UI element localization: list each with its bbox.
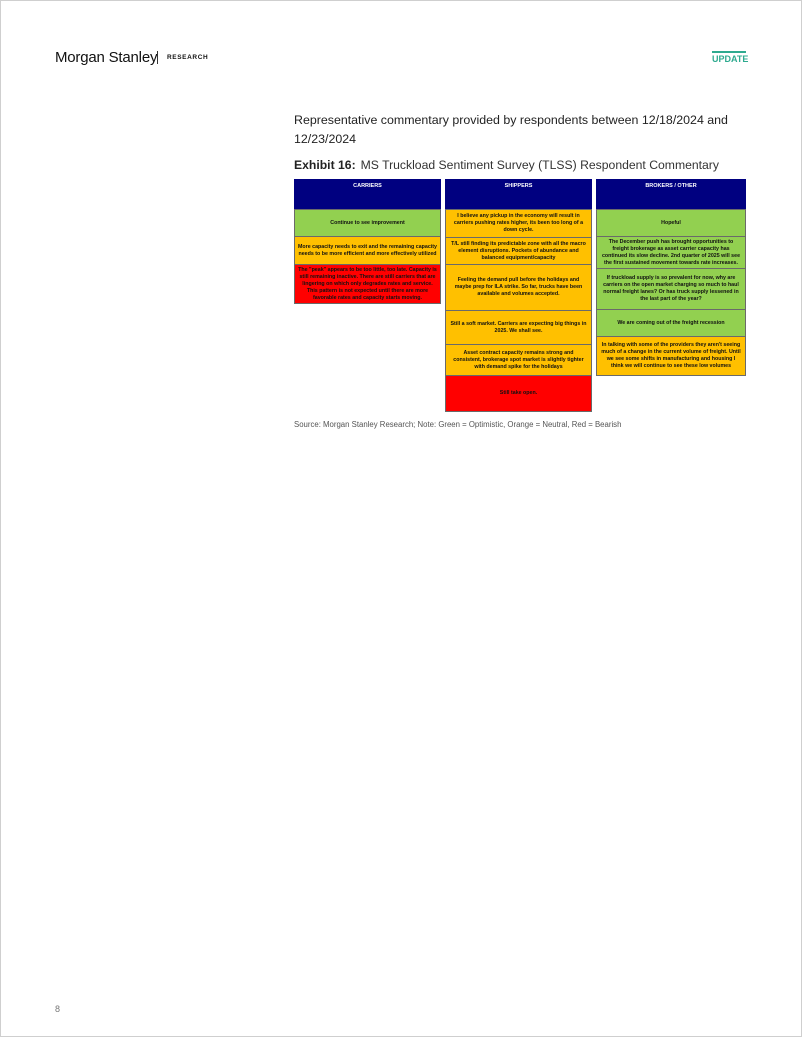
shippers-column <box>445 179 592 412</box>
comment-cell: Still take open. <box>446 375 591 411</box>
brokers-comments <box>596 209 746 376</box>
comment-cell: Hopeful <box>597 209 745 236</box>
comment-cell: I believe any pickup in the economy will result in carriers pushing rates higher, its been too long of a down cycle. <box>446 209 591 237</box>
comment-cell: The December push has brought opportunities to freight brokerage as asset carrier capacity has continued its slow decline. 2nd quarter of 2025 will see the first sustained movement towards rate increases. <box>597 236 745 268</box>
section-label: RESEARCH <box>167 54 209 61</box>
comment-cell: The "peak" appears to be too little, too late. Capacity is still remaining inactive. There are still carriers that are lingering on which only degrades rates and service. This pattern is not expected until there are more favorable rates and capacity starts moving. <box>295 264 440 303</box>
brand-divider <box>157 51 158 64</box>
exhibit-caption <box>294 158 719 172</box>
comment-cell: Feeling the demand pull before the holidays and maybe prep for ILA strike. So far, trucks have been available and volumes accepted. <box>446 264 591 310</box>
exhibit-title: MS Truckload Sentiment Survey (TLSS) Respondent Commentary <box>360 158 719 172</box>
comment-cell: Continue to see improvement <box>295 209 440 236</box>
comment-cell: In talking with some of the providers they aren't seeing much of a change in the current volume of freight. Until we see some shifts in manufacturing and housing I think we will continue to see these low volumes <box>597 336 745 375</box>
comment-cell: More capacity needs to exit and the remaining capacity needs to be more efficient and more effectively utilized <box>295 236 440 264</box>
carriers-column <box>294 179 441 304</box>
comment-cell: If truckload supply is so prevalent for now, why are carriers on the open market charging so much to haul normal freight lanes? Or has truck supply lessened in the last part of the year? <box>597 268 745 309</box>
comment-cell: Still a soft market. Carriers are expecting big things in 2025. We shall see. <box>446 310 591 344</box>
update-badge: UPDATE <box>712 51 746 64</box>
shippers-header: SHIPPERS <box>445 179 592 209</box>
comment-cell: Asset contract capacity remains strong and consistent, brokerage spot market is slightly tighter with demand spike for the holidays <box>446 344 591 375</box>
brokers-header: BROKERS / OTHER <box>596 179 746 209</box>
page-number: 8 <box>55 1004 61 1014</box>
carriers-comments <box>294 209 441 304</box>
intro-paragraph: Representative commentary provided by respondents between 12/18/2024 and 12/23/2024 <box>294 113 728 146</box>
comment-cell: T/L still finding its predictable zone with all the macro element disruptions. Pockets of abundance and balanced equipment/capacity <box>446 237 591 264</box>
brand-logo: Morgan Stanley <box>55 49 158 66</box>
source-note: Source: Morgan Stanley Research; Note: Green = Optimistic, Orange = Neutral, Red = Bearish <box>294 420 622 429</box>
brokers-column <box>596 179 746 376</box>
shippers-comments <box>445 209 592 412</box>
comment-cell: We are coming out of the freight recession <box>597 309 745 336</box>
exhibit-label: Exhibit 16: <box>294 158 356 172</box>
carriers-header: CARRIERS <box>294 179 441 209</box>
